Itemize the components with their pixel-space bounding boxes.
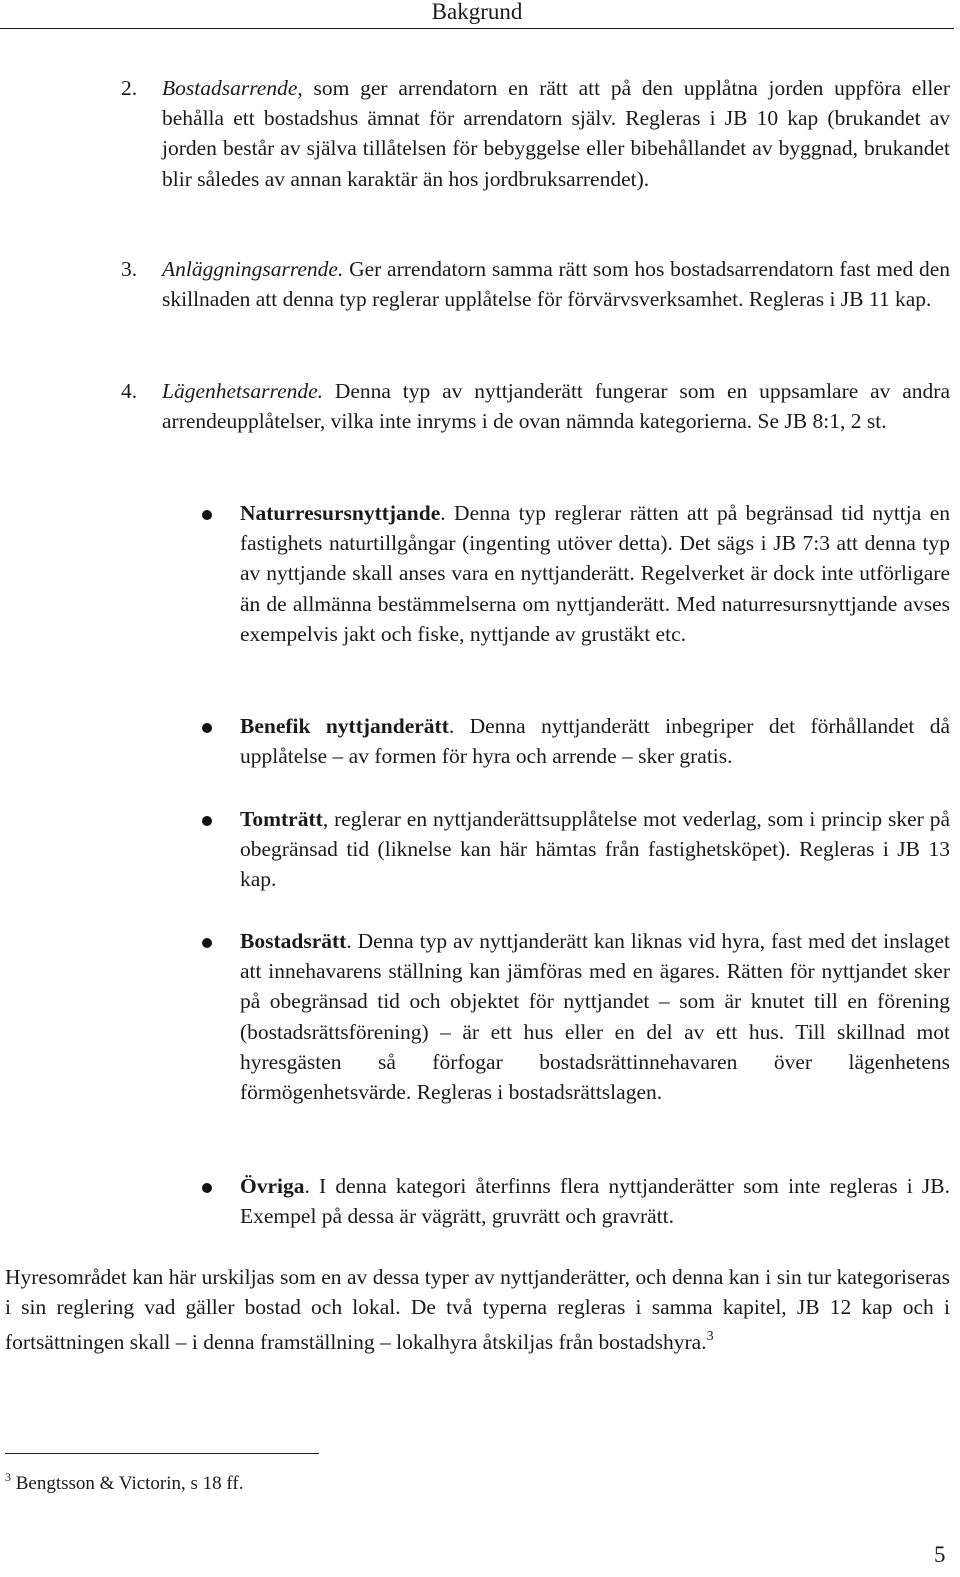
item-text: . Denna typ av nyttjanderätt kan liknas vid hyra, fast med det inslaget att innehavarens ställning kan jämföras med en ägares. Rätten för nyttjandet sker på obegränsad tid och objektet för nyttjandet – som är knutet till en förening (bostadsrättsförening) – är ett hus eller en del av ett hus. Till skillnad mot hyresgästen så förfogar bostadsrättinnehavaren över lägenhetens förmögenhetsvärde. Regleras i bostadsrättslagen. xyxy=(240,929,950,1105)
item-text: Ger arrendatorn samma rätt som hos bostadsarrendatorn fast med den skillnaden att denna typ reglerar upplåtelse för förvärvsverksamhet. Regleras i JB 11 kap. xyxy=(162,257,950,312)
item-text: . I denna kategori återfinns flera nyttjanderätter som inte regleras i JB. Exempel på dessa är vägrätt, gruvrätt och gravrätt. xyxy=(240,1174,950,1229)
footnote-text: Bengtsson & Victorin, s 18 ff. xyxy=(11,1473,244,1494)
footnote-mark: 3 xyxy=(5,1470,11,1484)
term: Anläggningsarrende. xyxy=(162,257,344,281)
footnote xyxy=(5,1464,244,1497)
bullet-icon xyxy=(202,510,212,520)
item-text: . Denna typ reglerar rätten att på begränsad tid nyttja en fastighets naturtillgångar (ingenting utöver detta). Det sägs i JB 7:3 att denna typ av nyttjande skall anses vara en nyttjanderätt. Regelverket är dock inte utförligare än de allmänna bestämmelserna om nyttjanderätt. Med naturresursnyttjande avses exempelvis jakt och fiske, nyttjande av grustäkt etc. xyxy=(240,501,950,646)
page-number: 5 xyxy=(934,1542,946,1567)
footnote-divider xyxy=(5,1453,319,1454)
bullet-item-ovriga xyxy=(240,1171,950,1231)
page-header xyxy=(0,0,954,29)
bullet-icon xyxy=(202,816,212,826)
numbered-item-bostadsarrende xyxy=(162,73,950,194)
bullet-item-bostadsratt xyxy=(240,926,950,1107)
bullet-item-tomtratt xyxy=(240,804,950,895)
item-text: . Denna nyttjanderätt inbegriper det förhållandet då upplåtelse – av formen för hyra och arrende – sker gratis. xyxy=(240,714,951,769)
item-text: Denna typ av nyttjanderätt fungerar som en uppsamlare av andra arrendeupplåtelser, vilka inte inryms i de ovan nämnda kategorierna. Se JB 8:1, 2 st. xyxy=(162,379,950,434)
bullet-item-benefik xyxy=(240,711,950,771)
numbered-item-anlaggningsarrende xyxy=(162,254,950,314)
bullet-icon xyxy=(202,1183,212,1193)
term: Naturresursnyttjande xyxy=(240,501,441,525)
list-number: 2. xyxy=(121,76,138,100)
item-text: , som ger arrendatorn en rätt att på den upplåtna jorden uppföra eller behålla ett bostadshus ämnat för arrendatorn själv. Regleras i JB 10 kap (brukandet av jorden består av själva tillåtelsen för bebyggelse eller bibehållandet av byggnad, brukandet blir således av annan karaktär än hos jordbruksarrendet). xyxy=(162,76,950,191)
term: Bostadsarrende xyxy=(162,76,298,100)
numbered-item-lagenhetsarrende xyxy=(162,376,950,436)
closing-paragraph xyxy=(5,1262,950,1358)
term: Övriga xyxy=(240,1174,305,1198)
term: Bostadsrätt xyxy=(240,929,347,953)
header-title: Bakgrund xyxy=(431,0,523,24)
bullet-item-naturresursnyttjande xyxy=(240,498,950,649)
term: Lägenhetsarrende. xyxy=(162,379,324,403)
item-text: , reglerar en nyttjanderättsupplåtelse mot vederlag, som i princip sker på obegränsad tid (liknelse kan här hämtas från fastighetsköpet). Regleras i JB 13 kap. xyxy=(240,807,950,892)
bullet-icon xyxy=(202,723,212,733)
list-number: 4. xyxy=(121,379,138,403)
term: Benefik nyttjanderätt xyxy=(240,714,449,738)
footnote-ref[interactable]: 3 xyxy=(706,1329,714,1345)
paragraph-text: Hyresområdet kan här urskiljas som en av dessa typer av nyttjanderätter, och denna kan i sin tur kategoriseras i sin reglering vad gäller bostad och lokal. De två typerna regleras i samma kapitel, JB 12 kap och i fortsättningen skall – i denna framställning – lokalhyra åtskiljas från bostadshyra. xyxy=(5,1265,950,1355)
list-number: 3. xyxy=(121,257,138,281)
bullet-icon xyxy=(202,938,212,948)
term: Tomträtt xyxy=(240,807,323,831)
